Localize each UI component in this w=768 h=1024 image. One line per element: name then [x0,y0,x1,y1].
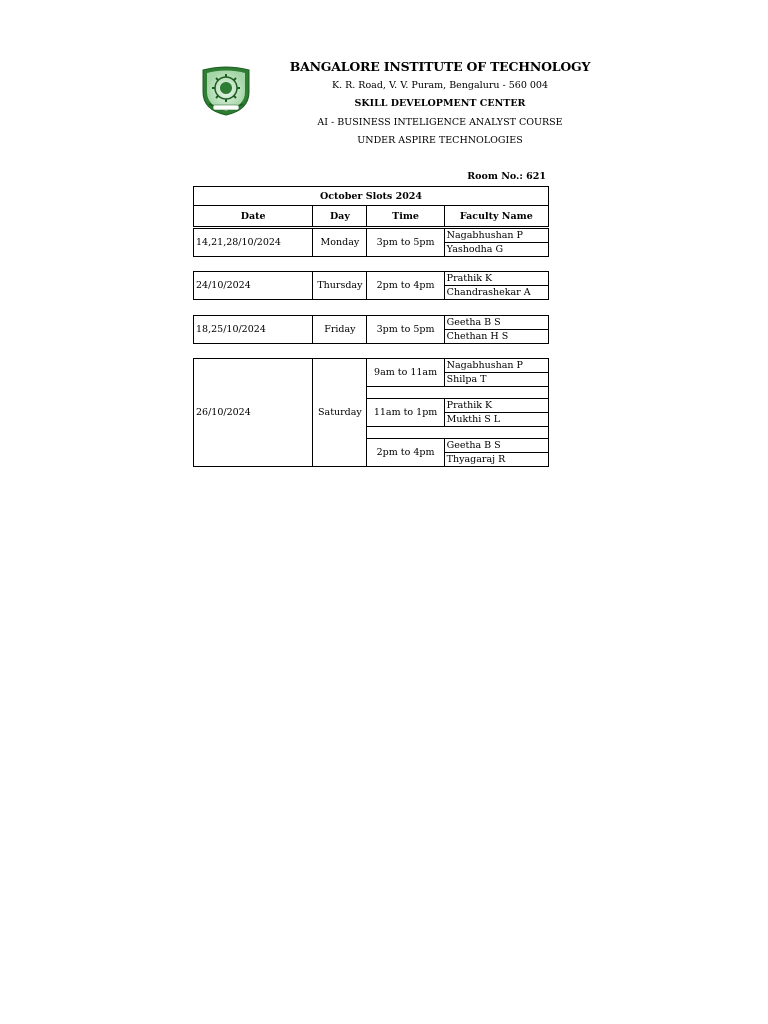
course-name: AI - BUSINESS INTELIGENCE ANALYST COURSE [317,117,563,128]
faculty-name: Prathik K [444,399,548,413]
column-header-faculty: Faculty Name [444,206,548,227]
faculty-name: Geetha B S [444,439,548,453]
block-date: 24/10/2024 [194,272,313,300]
column-header-date: Date [194,206,313,227]
block-day: Friday [313,316,367,344]
slot-time: 3pm to 5pm [367,316,444,344]
faculty-name: Yashodha G [444,243,548,257]
partner-name: UNDER ASPIRE TECHNOLOGIES [357,135,523,146]
faculty-name: Nagabhushan P [444,229,548,243]
slot-time: 2pm to 4pm [367,439,444,467]
slot-spacer [367,387,549,399]
block-day: Saturday [313,359,367,467]
faculty-name: Chandrashekar A [444,286,548,300]
block-day: Monday [313,229,367,257]
faculty-name: Thyagaraj R [444,453,548,467]
block-date: 18,25/10/2024 [194,316,313,344]
institute-address: K. R. Road, V. V. Puram, Bengaluru - 560 004 [331,80,549,91]
room-number: Room No.: 621 [467,171,546,182]
center-name: SKILL DEVELOPMENT CENTER [354,98,526,109]
schedule-block-thursday [193,271,549,300]
schedule-block-monday [193,228,549,257]
faculty-name: Chethan H S [444,330,548,344]
institute-name: BANGALORE INSTITUTE OF TECHNOLOGY [289,59,591,74]
schedule-block-friday [193,315,549,344]
faculty-name: Mukthi S L [444,413,548,427]
column-header-day: Day [313,206,367,227]
slot-spacer [367,427,549,439]
faculty-name: Geetha B S [444,316,548,330]
schedule-block-saturday [193,358,549,467]
slot-time: 2pm to 4pm [367,272,444,300]
column-header-time: Time [367,206,444,227]
faculty-name: Prathik K [444,272,548,286]
slot-time: 11am to 1pm [367,399,444,427]
faculty-name: Shilpa T [444,373,548,387]
slot-time: 9am to 11am [367,359,444,387]
faculty-name: Nagabhushan P [444,359,548,373]
schedule-header-table [193,186,549,227]
slot-time: 3pm to 5pm [367,229,444,257]
block-date: 14,21,28/10/2024 [194,229,313,257]
block-day: Thursday [313,272,367,300]
block-date: 26/10/2024 [194,359,313,467]
table-title: October Slots 2024 [194,187,549,206]
